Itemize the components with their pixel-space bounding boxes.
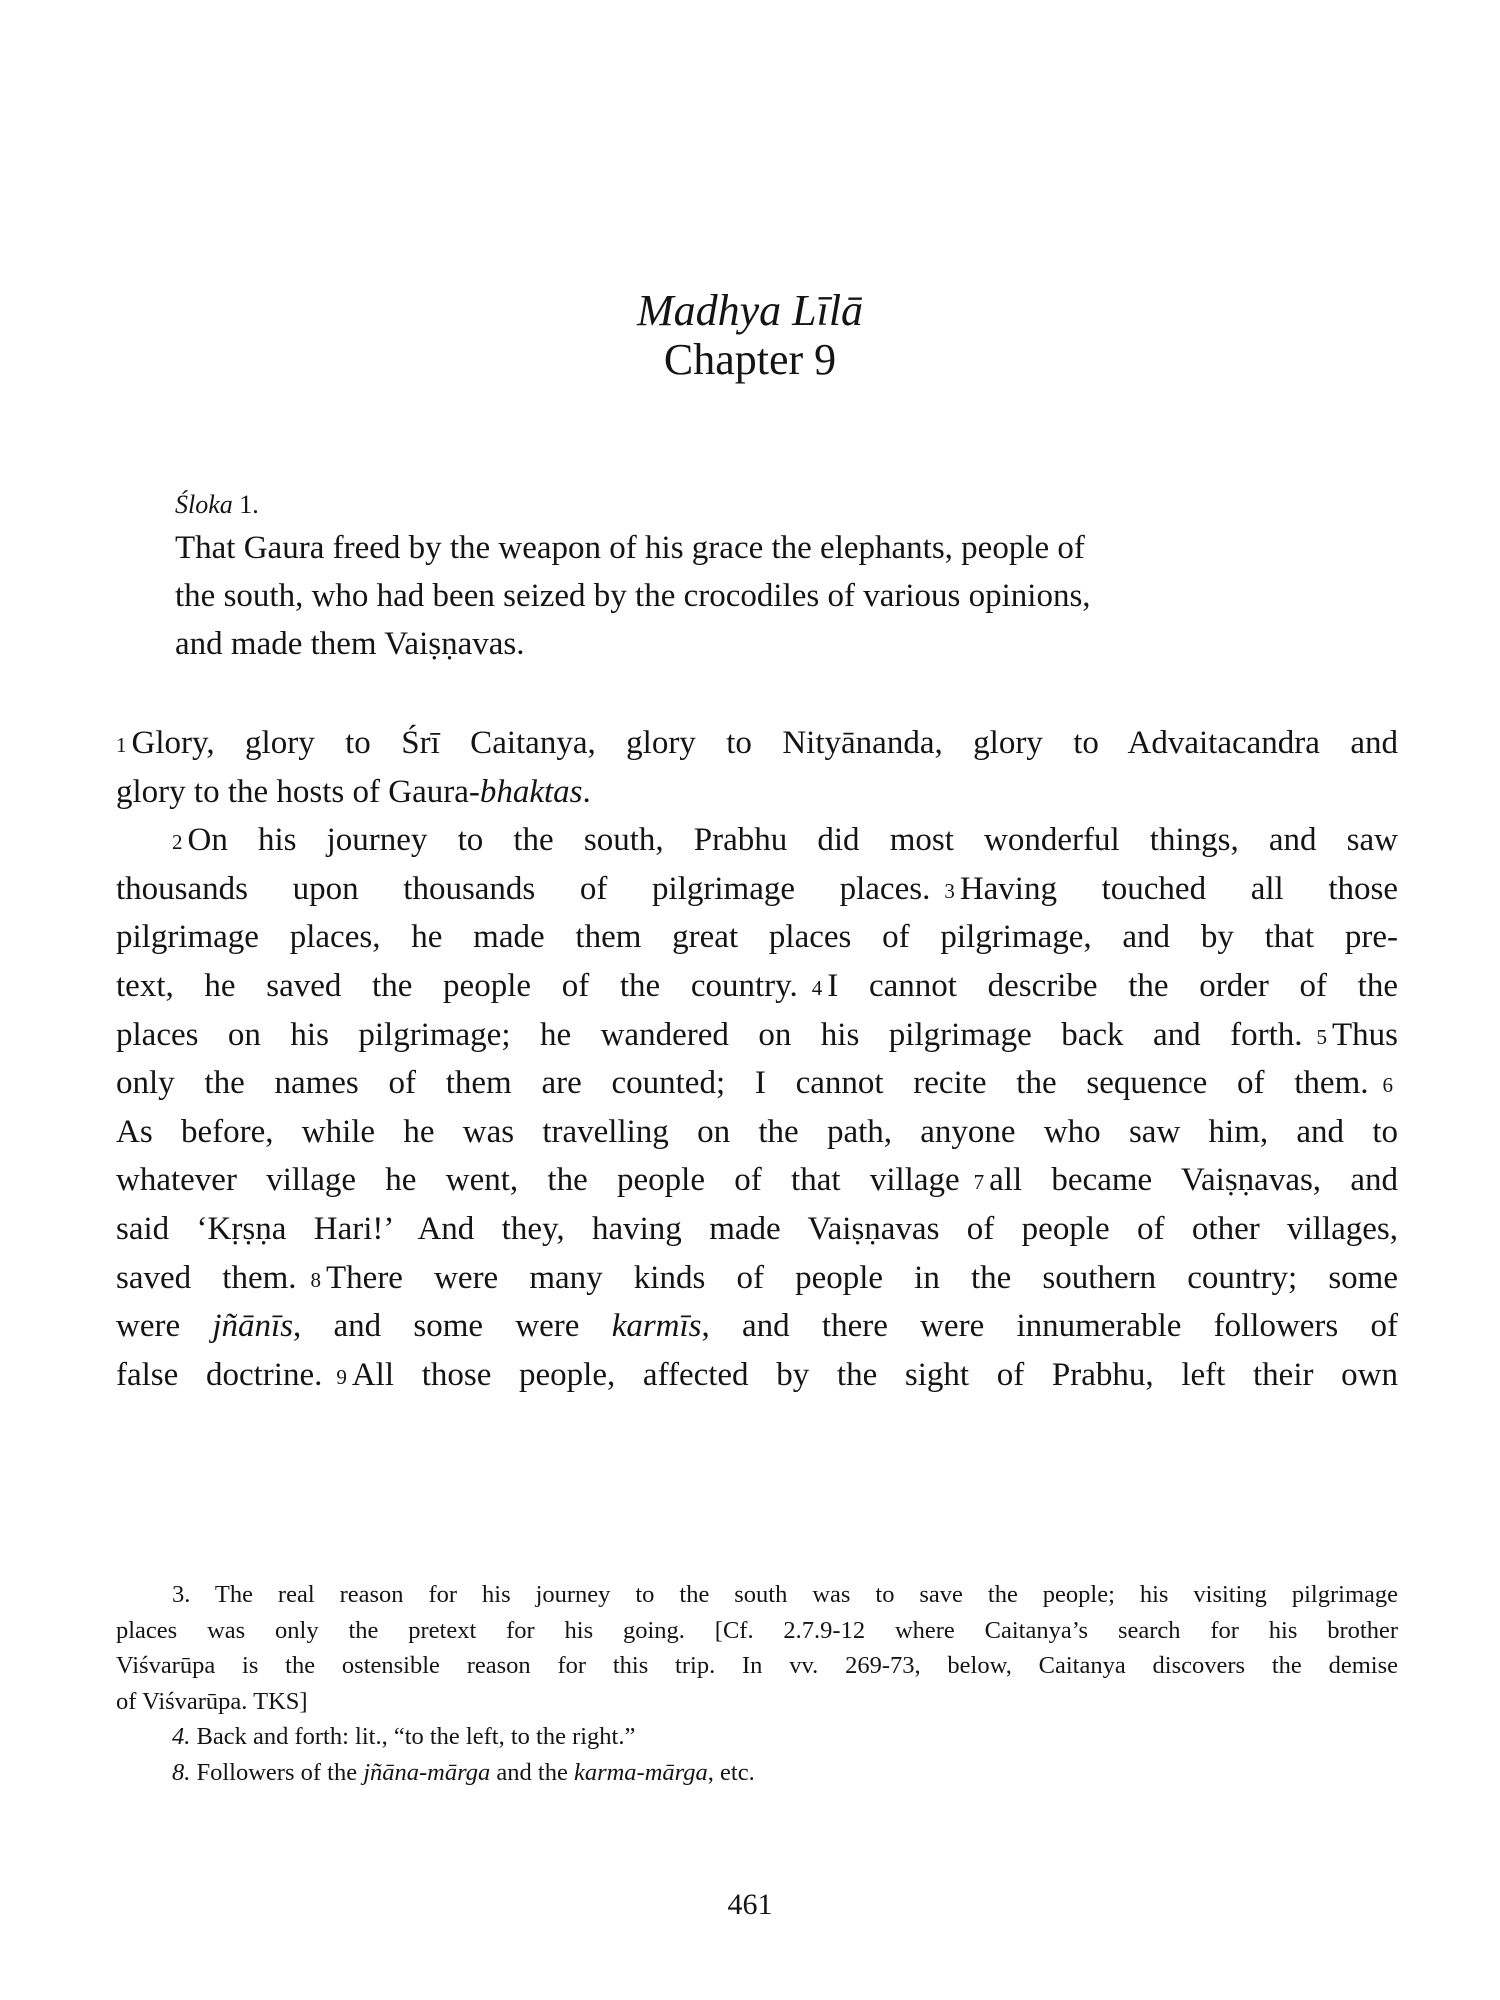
text-segment: places on his pilgrimage; he wandered on his pilgrimage back and forth. [116, 1016, 1303, 1053]
text-line [116, 1205, 1398, 1254]
footnotes [116, 1577, 1398, 1790]
main-text [116, 719, 1398, 1399]
text-line [116, 768, 1398, 817]
text-segment: pilgrimage places, he made them great places of pilgrimage, and by that pre- [116, 919, 1398, 956]
footnote-8-text: Followers of the [196, 1758, 364, 1786]
footnote-8-label: 8. [172, 1758, 191, 1786]
text-segment: Thus [1332, 1016, 1398, 1053]
verse-number: 5 [1316, 1024, 1327, 1049]
footnote-3-line: of Viśvarūpa. TKS] [116, 1687, 308, 1715]
italic-term: jñānīs [212, 1308, 294, 1345]
verse-number: 4 [811, 975, 823, 1000]
sloka-block [175, 490, 1325, 668]
text-segment: , and there were innumerable followers of [701, 1308, 1398, 1345]
text-segment: I cannot describe the order of the [827, 967, 1399, 1004]
text-segment: thousands upon thousands of pilgrimage places. [116, 870, 931, 907]
footnote-3-text: The real reason for his journey to the south was to save the people; his visiting pilgrimage [214, 1581, 1398, 1608]
text-segment: text, he saved the people of the country. [116, 967, 798, 1004]
text-segment: On his journey to the south, Prabhu did most wonderful things, and saw [187, 822, 1398, 859]
verse-number: 8 [310, 1267, 322, 1292]
sloka-line: and made them Vaiṣṇavas. [175, 626, 525, 662]
footnote-3-line [116, 1577, 1398, 1613]
text-segment: whatever village he went, the people of that village [116, 1162, 960, 1199]
text-segment: saved them. [116, 1259, 297, 1296]
verse-number: 6 [1382, 1073, 1393, 1098]
text-segment: All those people, affected by the sight of Prabhu, left their own [351, 1356, 1398, 1393]
text-segment: , and some were [293, 1308, 612, 1345]
text-line [116, 1254, 1398, 1303]
text-line [116, 865, 1398, 914]
text-segment: only the names of them are counted; I cannot recite the sequence of them. [116, 1065, 1369, 1102]
text-segment: were [116, 1308, 213, 1345]
text-segment: glory to the hosts of Gaura- [116, 773, 480, 810]
footnote-8 [116, 1755, 1398, 1791]
text-line [116, 913, 1398, 962]
italic-term: bhaktas [479, 773, 583, 810]
sloka-number: 1. [239, 490, 259, 519]
text-line [116, 1059, 1398, 1108]
verse-number: 9 [336, 1364, 347, 1389]
text-line [116, 1351, 1398, 1400]
part-title: Madhya Līlā [636, 286, 864, 335]
footnote-8-term: jñāna-mārga [363, 1758, 491, 1786]
text-line [116, 1302, 1398, 1351]
text-line [116, 719, 1398, 768]
footnote-4-text: Back and forth: lit., “to the left, to the right.” [196, 1723, 636, 1750]
italic-term: karmīs [611, 1308, 702, 1345]
text-segment: . [582, 773, 591, 810]
footnote-8-term: karma-mārga [573, 1758, 708, 1786]
footnote-3-line: Viśvarūpa is the ostensible reason for this trip. In vv. 269-73, below, Caitanya discovers the demise [116, 1652, 1398, 1679]
page-number: 461 [727, 1888, 773, 1921]
chapter-heading [0, 286, 1500, 385]
verse-number: 3 [944, 878, 955, 903]
footnote-3-line: places was only the pretext for his going. [Cf. 2.7.9-12 where Caitanya’s search for his brother [116, 1616, 1398, 1644]
sloka-line: That Gaura freed by the weapon of his grace the elephants, people of [175, 530, 1085, 566]
sloka-text [175, 524, 1325, 668]
footnote-8-text: , etc. [707, 1758, 755, 1786]
text-line [116, 1156, 1398, 1205]
footnote-4-label: 4. [172, 1723, 191, 1750]
footnote-8-text: and the [490, 1758, 574, 1786]
text-segment: As before, while he was travelling on the path, anyone who saw him, and to [116, 1113, 1398, 1150]
text-segment: Having touched all those [959, 870, 1398, 907]
verse-number: 7 [973, 1170, 985, 1195]
text-segment: false doctrine. [116, 1356, 323, 1393]
verse-number: 2 [172, 830, 183, 855]
footnote-3-label: 3. [172, 1581, 191, 1608]
text-line [116, 1108, 1398, 1157]
footnote-4 [116, 1719, 1398, 1755]
text-segment: said ‘Kṛṣṇa Hari!’ And they, having made Vaiṣṇavas of people of other villages, [116, 1210, 1398, 1247]
text-segment: Glory, glory to Śrī Caitanya, glory to Nityānanda, glory to Advaitacandra and [131, 725, 1398, 761]
chapter-title: Chapter 9 [663, 335, 837, 385]
sloka-label [175, 490, 1325, 520]
text-line [116, 816, 1398, 865]
sloka-line: the south, who had been seized by the crocodiles of various opinions, [175, 578, 1091, 614]
text-line [116, 1011, 1398, 1060]
sloka-label-text: Śloka [175, 490, 233, 519]
verse-number: 1 [116, 733, 127, 757]
text-segment: all became Vaiṣṇavas, and [989, 1162, 1398, 1199]
text-line [116, 962, 1398, 1011]
text-segment: There were many kinds of people in the southern country; some [326, 1259, 1398, 1296]
